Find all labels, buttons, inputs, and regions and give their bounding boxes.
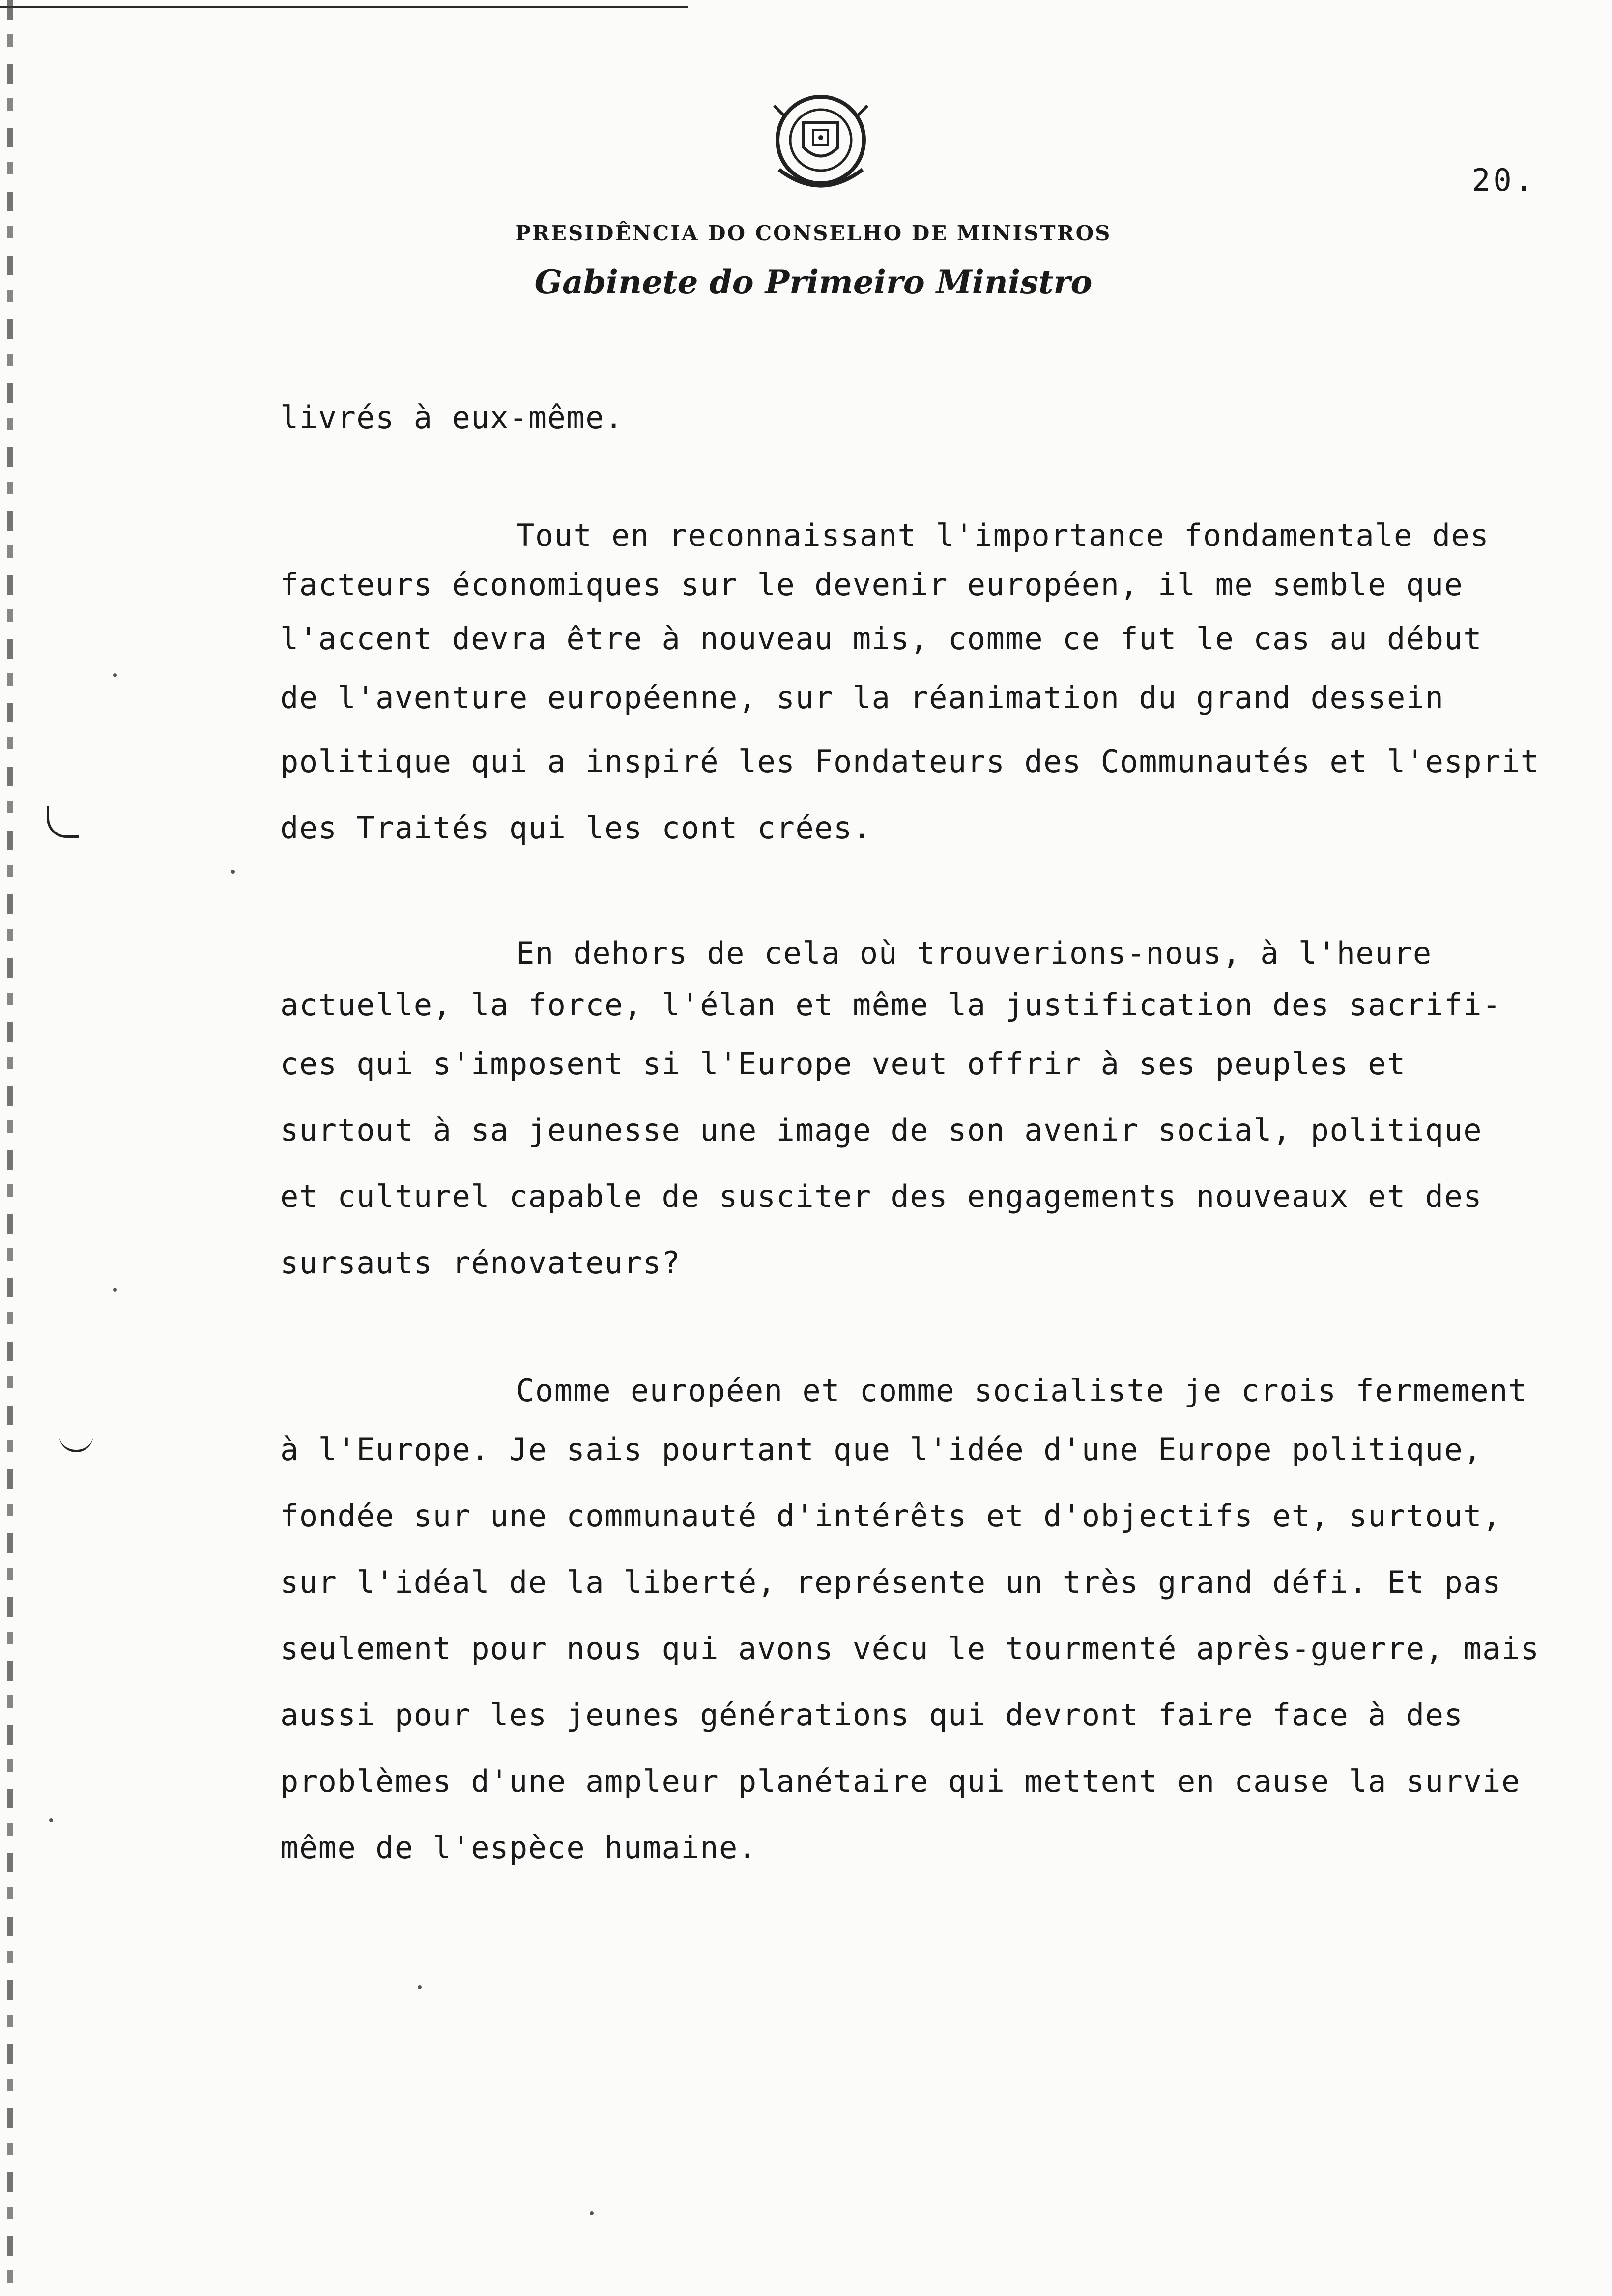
top-rule [0, 6, 688, 8]
text-line: et culturel capable de susciter des engagements nouveaux et des [280, 1178, 1483, 1214]
speck [113, 1288, 117, 1292]
text-line: actuelle, la force, l'élan et même la justification des sacrifi- [280, 987, 1501, 1023]
text-line: de l'aventure européenne, sur la réanimation du grand dessein [280, 680, 1444, 716]
text-line: surtout à sa jeunesse une image de son avenir social, politique [280, 1112, 1483, 1148]
text-line: En dehors de cela où trouverions-nous, à l'heure [516, 935, 1432, 971]
text-line: seulement pour nous qui avons vécu le tourmenté après-guerre, mais [280, 1631, 1540, 1666]
text-line: livrés à eux-même. [280, 400, 624, 435]
text-line: problèmes d'une ampleur planétaire qui mettent en cause la survie [280, 1763, 1521, 1799]
paragraph-4 [280, 1366, 1568, 1882]
margin-mark [59, 1435, 93, 1452]
page-number: 20. [1472, 162, 1536, 198]
coat-of-arms-icon [764, 86, 877, 204]
speck [231, 870, 235, 874]
margin-mark [47, 806, 79, 838]
text-line: politique qui a inspiré les Fondateurs des Communautés et l'esprit [280, 744, 1540, 779]
speck [590, 2211, 594, 2215]
text-line: même de l'espèce humaine. [280, 1830, 757, 1866]
text-line: sur l'idéal de la liberté, représente un très grand défi. Et pas [280, 1564, 1501, 1600]
institution-heading: PRESIDÊNCIA DO CONSELHO DE MINISTROS [515, 221, 1112, 245]
text-line: fondée sur une communauté d'intérêts et d'objectifs et, surtout, [280, 1498, 1501, 1534]
speck [418, 1985, 422, 1989]
text-line: Tout en reconnaissant l'importance fondamentale des [516, 517, 1490, 553]
text-line: Comme européen et comme socialiste je crois fermement [516, 1373, 1527, 1408]
text-line: sursauts rénovateurs? [280, 1245, 681, 1281]
letter-body [280, 393, 1568, 1882]
paragraph-3 [280, 929, 1568, 1297]
office-subheading: Gabinete do Primeiro Ministro [534, 263, 1093, 301]
paragraph-2 [280, 511, 1568, 860]
text-line: aussi pour les jeunes générations qui devront faire face à des [280, 1697, 1464, 1733]
text-line: l'accent devra être à nouveau mis, comme ce fut le cas au début [280, 621, 1483, 657]
text-line: facteurs économiques sur le devenir européen, il me semble que [280, 567, 1464, 603]
scan-left-edge [7, 0, 13, 2296]
text-line: ces qui s'imposent si l'Europe veut offrir à ses peuples et [280, 1046, 1406, 1082]
text-line: à l'Europe. Je sais pourtant que l'idée d'une Europe politique, [280, 1432, 1483, 1467]
speck [49, 1818, 53, 1822]
text-line: des Traités qui les cont crées. [280, 810, 872, 846]
speck [113, 673, 117, 677]
paragraph-1 [280, 393, 1568, 442]
